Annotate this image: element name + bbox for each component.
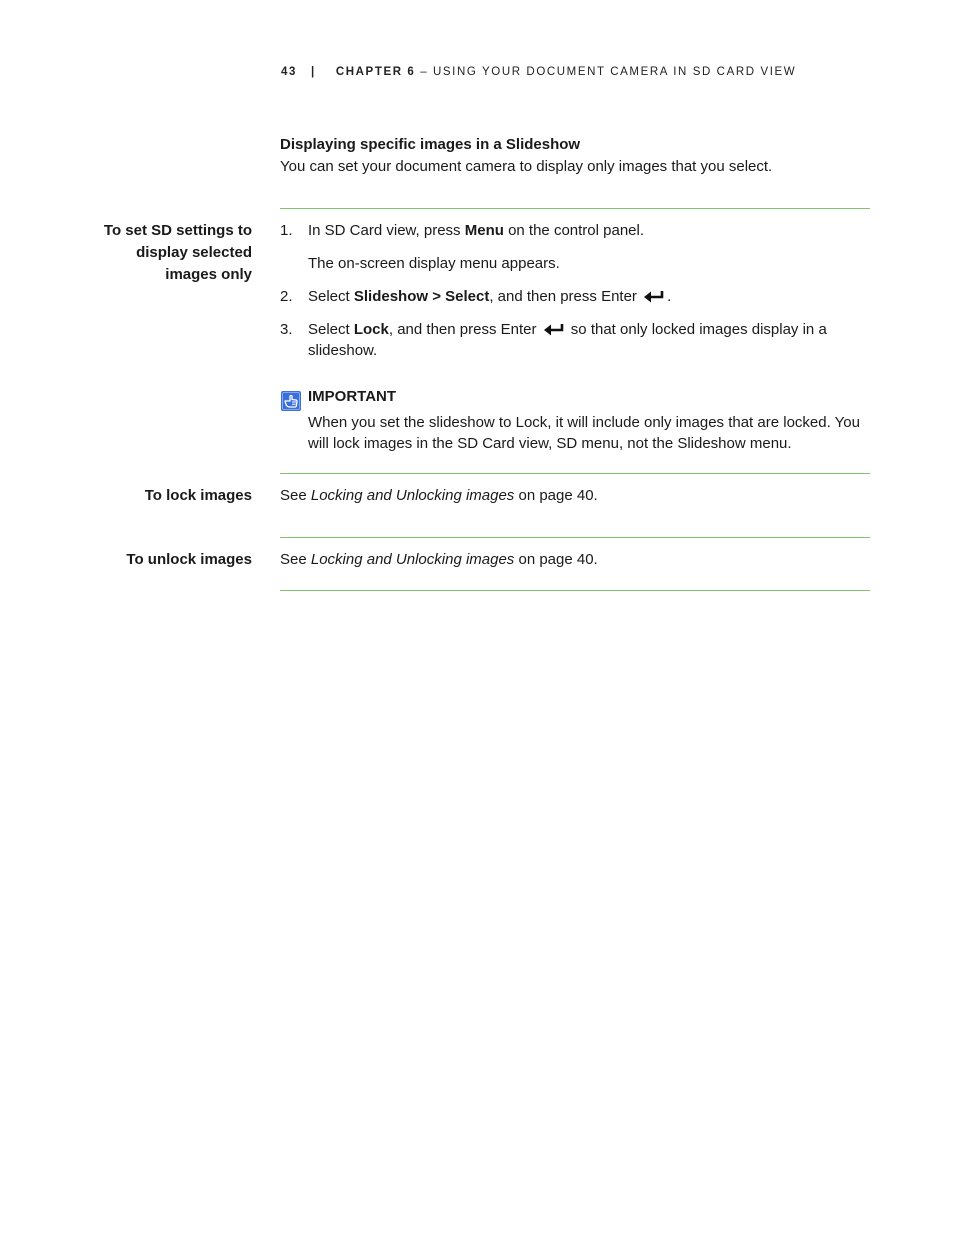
divider-rule [280, 537, 870, 538]
section-heading: Displaying specific images in a Slideshow [280, 136, 581, 153]
cross-reference-link[interactable]: Locking and Unlocking images [310, 487, 515, 504]
step-text: Select Lock, and then press Enter so that only locked images display in a slideshow. [308, 321, 827, 359]
enter-arrow-icon [543, 323, 565, 336]
task-label-sd-settings [104, 220, 252, 286]
task-label-line: images only [165, 266, 252, 283]
task-label-line: To set SD settings to [103, 222, 252, 239]
task-label-line: display selected [136, 244, 252, 261]
step-1-note: The on-screen display menu appears. [308, 255, 560, 272]
step-1 [280, 220, 860, 241]
step-number: 1. [280, 222, 293, 239]
cross-reference-link[interactable]: Locking and Unlocking images [310, 551, 515, 568]
step-3 [280, 319, 860, 361]
step-2 [280, 286, 860, 307]
divider-rule [280, 208, 870, 209]
divider-rule [280, 590, 870, 591]
menu-keyword: Menu [464, 222, 504, 239]
lock-images-reference: See Locking and Unlocking images on page 40. [280, 487, 598, 504]
unlock-images-reference: See Locking and Unlocking images on page 40. [280, 551, 598, 568]
step-number: 2. [280, 288, 293, 305]
step-text: Select Slideshow > Select, and then press Enter . [308, 288, 672, 305]
running-header [281, 66, 796, 78]
important-title: IMPORTANT [308, 388, 397, 405]
enter-arrow-icon [643, 290, 665, 303]
pointing-hand-icon [281, 391, 301, 411]
step-number: 3. [280, 321, 293, 338]
chapter-label: CHAPTER 6 [335, 66, 416, 78]
task-label-lock-images: To lock images [144, 487, 252, 504]
section-intro: You can set your document camera to display only images that you select. [280, 158, 773, 175]
task-label-unlock-images: To unlock images [126, 551, 252, 568]
important-body: When you set the slideshow to Lock, it will include only images that are locked. You will lock images in the SD Card view, SD menu, not the Slideshow menu. [308, 414, 860, 452]
chapter-title: – USING YOUR DOCUMENT CAMERA IN SD CARD VIEW [415, 66, 797, 78]
header-separator: | [311, 66, 316, 78]
page-number: 43 [281, 66, 297, 78]
step-text: In SD Card view, press Menu on the control panel. [308, 222, 645, 239]
divider-rule [280, 473, 870, 474]
lock-keyword: Lock [353, 321, 389, 338]
slideshow-select-keyword: Slideshow > Select [353, 288, 490, 305]
